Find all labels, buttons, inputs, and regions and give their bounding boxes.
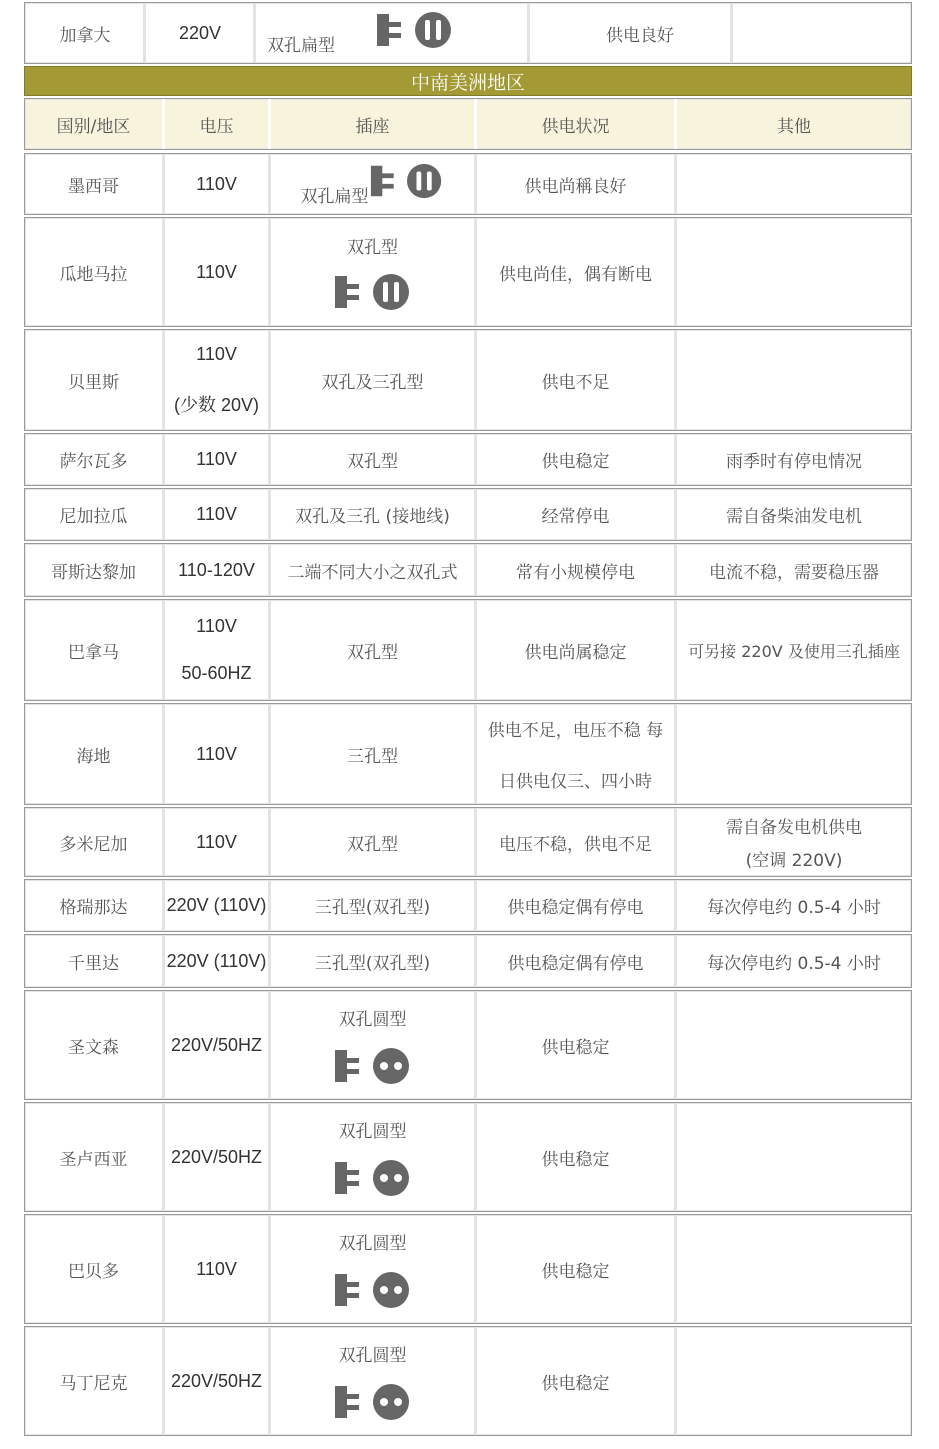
table-row xyxy=(24,217,912,327)
other-cell: 需自备柴油发电机 xyxy=(726,507,862,527)
country-cell: 贝里斯 xyxy=(68,372,119,393)
status-cell: 供电稳定偶有停电 xyxy=(507,953,644,974)
voltage-cell: 110V xyxy=(196,831,237,852)
voltage-cell: 220V (110V) xyxy=(166,950,267,971)
table-row xyxy=(24,1326,912,1436)
column-header: 供电状况 xyxy=(541,116,610,137)
table-row xyxy=(24,153,912,215)
status-cell: 供电稳定偶有停电 xyxy=(507,898,644,918)
table-row xyxy=(24,807,912,877)
country-cell: 尼加拉瓜 xyxy=(59,507,128,527)
socket-cell: 双孔及三孔 (接地线) xyxy=(295,507,450,527)
voltage-cell: 220V/50HZ xyxy=(170,1370,263,1391)
round-two-pin-plug-icon xyxy=(333,1270,413,1310)
flat-two-pin-plug-icon xyxy=(369,162,445,200)
table-row xyxy=(24,599,912,701)
voltage-cell: 220V/50HZ xyxy=(170,1146,263,1167)
column-header: 国别/地区 xyxy=(56,116,131,137)
socket-cell: 双孔圆型 xyxy=(338,1233,407,1254)
table-row xyxy=(24,1102,912,1212)
column-header: 电压 xyxy=(199,116,234,137)
column-header-row xyxy=(24,98,912,150)
country-cell: 萨尔瓦多 xyxy=(59,452,128,472)
other-cell: 电流不稳，需要稳压器 xyxy=(709,562,879,583)
round-two-pin-plug-icon xyxy=(333,1046,413,1086)
country-cell: 巴拿马 xyxy=(68,642,119,663)
voltage-cell: 220V/50HZ xyxy=(170,1034,263,1055)
voltage-cell: 110V xyxy=(196,1258,237,1279)
status-cell: 供电良好 xyxy=(606,25,674,46)
socket-cell: 三孔型(双孔型) xyxy=(314,953,431,974)
voltage-cell: 110V xyxy=(196,504,237,524)
table-row xyxy=(24,329,912,431)
status-cell: 供电尚佳，偶有断电 xyxy=(499,264,652,285)
socket-cell: 三孔型(双孔型) xyxy=(314,898,431,918)
table-row xyxy=(24,934,912,988)
other-cell: 雨季时有停电情况 xyxy=(726,452,862,472)
socket-cell: 二端不同大小之双孔式 xyxy=(287,562,458,583)
country-cell: 多米尼加 xyxy=(59,834,128,855)
socket-cell: 双孔型 xyxy=(347,642,398,663)
country-cell: 海地 xyxy=(76,746,111,767)
voltage-cell: 110-120V xyxy=(178,559,255,580)
flat-two-pin-plug-icon xyxy=(333,272,413,312)
socket-cell: 双孔型 xyxy=(347,237,398,258)
other-cell: 需自备发电机供电 xyxy=(726,818,862,838)
country-cell: 瓜地马拉 xyxy=(59,264,128,285)
status-cell-line2: 日供电仅三、四小時 xyxy=(499,772,652,792)
socket-cell: 双孔圆型 xyxy=(338,1345,407,1366)
frequency-note: 50-60HZ xyxy=(181,663,252,683)
table-row xyxy=(24,879,912,932)
status-cell: 供电不足，电压不稳 每 xyxy=(487,721,664,741)
table-row-canada xyxy=(24,2,912,64)
socket-cell: 双孔扁型 xyxy=(300,186,369,207)
other-cell: 可另接 220V 及使用三孔插座 xyxy=(688,641,900,661)
column-header: 其他 xyxy=(777,116,811,137)
table-row xyxy=(24,543,912,597)
country-cell: 格瑞那达 xyxy=(59,898,128,918)
status-cell: 供电尚属稳定 xyxy=(524,642,627,663)
other-cell-line2: (空调 220V) xyxy=(745,851,843,871)
country-cell: 墨西哥 xyxy=(68,176,119,197)
country-cell: 千里达 xyxy=(68,953,119,974)
status-cell: 供电不足 xyxy=(541,372,610,393)
country-cell: 加拿大 xyxy=(59,25,111,46)
round-two-pin-plug-icon xyxy=(333,1158,413,1198)
voltage-cell: 110V xyxy=(196,616,237,636)
country-cell: 哥斯达黎加 xyxy=(51,562,136,583)
voltage-cell: 110V xyxy=(196,449,237,469)
status-cell: 供电尚稱良好 xyxy=(524,176,627,197)
socket-cell: 双孔型 xyxy=(347,452,398,472)
socket-cell: 双孔圆型 xyxy=(338,1009,407,1030)
table-row xyxy=(24,488,912,541)
status-cell: 电压不稳，供电不足 xyxy=(499,834,652,855)
status-cell: 供电稳定 xyxy=(541,1037,610,1058)
voltage-cell: 110V xyxy=(196,743,237,764)
status-cell: 供电稳定 xyxy=(541,1373,610,1394)
country-cell: 巴贝多 xyxy=(68,1261,119,1282)
status-cell: 供电稳定 xyxy=(541,1149,610,1170)
other-cell: 每次停电约 0.5-4 小时 xyxy=(707,953,881,974)
country-cell: 圣卢西亚 xyxy=(59,1149,128,1170)
column-header: 插座 xyxy=(355,116,390,137)
region-title: 中南美洲地区 xyxy=(410,71,525,94)
voltage-cell: 110V xyxy=(196,173,237,194)
table-row xyxy=(24,433,912,486)
flat-two-pin-plug-icon xyxy=(375,10,455,50)
country-cell: 圣文森 xyxy=(68,1037,119,1058)
voltage-cell: 110V xyxy=(196,343,237,364)
socket-cell: 双孔扁型 xyxy=(267,35,335,56)
country-cell: 马丁尼克 xyxy=(59,1373,128,1394)
status-cell: 供电稳定 xyxy=(541,1261,610,1282)
other-cell: 每次停电约 0.5-4 小时 xyxy=(707,898,881,918)
socket-cell: 双孔圆型 xyxy=(338,1121,407,1142)
table-row xyxy=(24,990,912,1100)
voltage-cell: 110V xyxy=(196,261,237,282)
table-row xyxy=(24,1214,912,1324)
voltage-cell: 220V xyxy=(178,22,222,43)
status-cell: 经常停电 xyxy=(541,507,610,527)
status-cell: 常有小规模停电 xyxy=(516,562,635,583)
status-cell: 供电稳定 xyxy=(541,452,610,472)
socket-cell: 双孔及三孔型 xyxy=(321,372,424,393)
table-row xyxy=(24,703,912,805)
region-header xyxy=(24,66,912,96)
voltage-cell: 220V (110V) xyxy=(166,895,267,915)
socket-cell: 双孔型 xyxy=(347,834,398,855)
round-two-pin-plug-icon xyxy=(333,1382,413,1422)
socket-cell: 三孔型 xyxy=(347,746,398,767)
voltage-note: (少数 20V) xyxy=(173,394,260,415)
